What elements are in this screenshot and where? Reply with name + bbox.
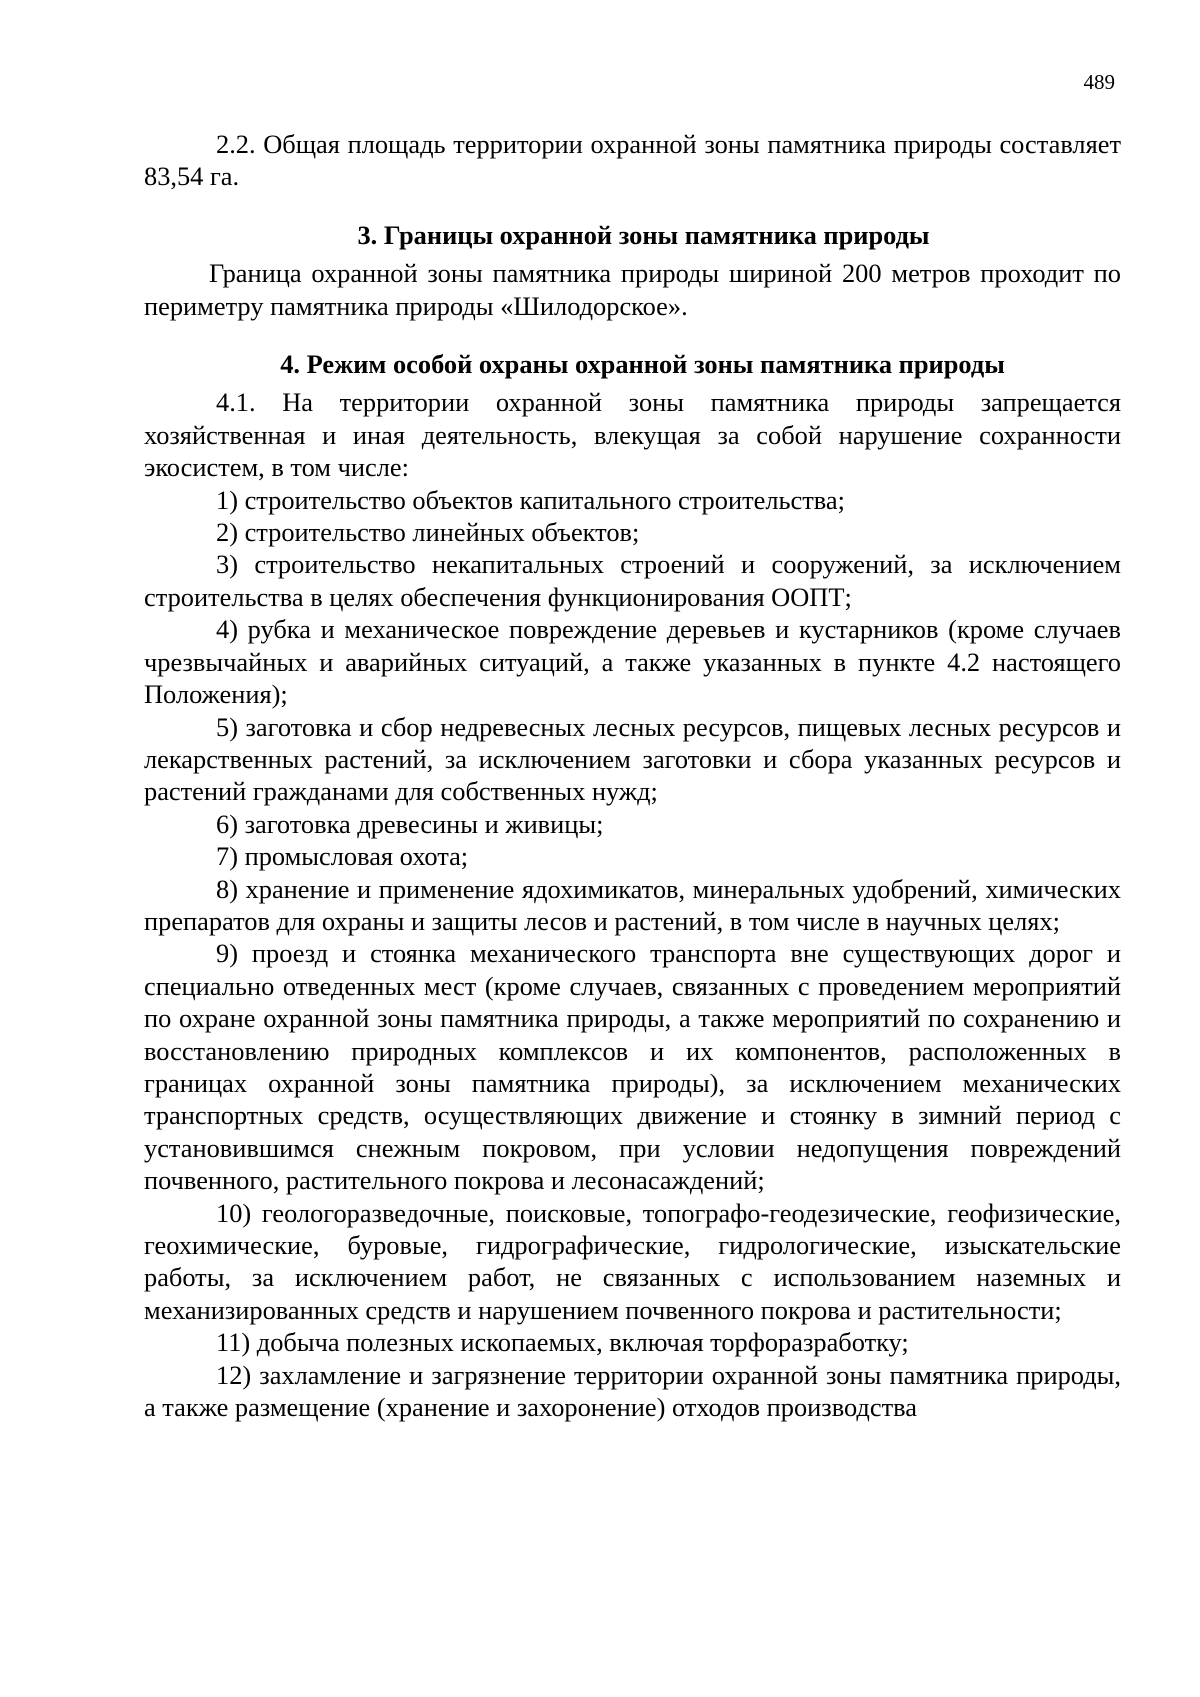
list-item-11: 11) добыча полезных ископаемых, включая торфоразработку; bbox=[216, 1327, 909, 1358]
section-heading-3: 3. Границы охранной зоны памятника природы bbox=[357, 219, 930, 250]
paragraph-3: Граница охранной зоны памятника природы шириной 200 метров проходит по периметру памятника природы «Шилодорское». bbox=[144, 258, 1121, 321]
list-item-7: 7) промысловая охота; bbox=[216, 841, 469, 872]
page-number: 489 bbox=[1083, 70, 1115, 94]
list-item-6: 6) заготовка древесины и живицы; bbox=[216, 808, 604, 839]
document-body bbox=[144, 128, 1121, 1423]
list-item-5: 5) заготовка и сбор недревесных лесных ресурсов, пищевых лесных ресурсов и лекарственных растений, за исключением заготовки и сбора указанных ресурсов и растений гражданами для собственных нужд; bbox=[144, 711, 1121, 807]
list-item-4: 4) рубка и механическое повреждение деревьев и кустарников (кроме случаев чрезвычайных и аварийных ситуаций, а также указанных в пункте 4.2 настоящего Положения); bbox=[144, 614, 1121, 710]
paragraph-4-1: 4.1. На территории охранной зоны памятника природы запрещается хозяйственная и иная деятельность, влекущая за собой нарушение сохранности экосистем, в том числе: bbox=[144, 387, 1121, 483]
list-item-3: 3) строительство некапитальных строений и сооружений, за исключением строительства в целях обеспечения функционирования ООПТ; bbox=[144, 549, 1121, 612]
list-item-8: 8) хранение и применение ядохимикатов, минеральных удобрений, химических препаратов для охраны и защиты лесов и растений, в том числе в научных целях; bbox=[144, 873, 1121, 936]
section-heading-4: 4. Режим особой охраны охранной зоны памятника природы bbox=[280, 349, 1005, 380]
list-item-2: 2) строительство линейных объектов; bbox=[216, 517, 640, 548]
list-item-12: 12) захламление и загрязнение территории охранной зоны памятника природы, а также размещение (хранение и захоронение) отходов производства bbox=[144, 1359, 1121, 1423]
list-item-1: 1) строительство объектов капитального строительства; bbox=[216, 484, 845, 515]
paragraph-2-2: 2.2. Общая площадь территории охранной зоны памятника природы составляет 83,54 га. bbox=[144, 129, 1121, 192]
list-item-10: 10) геологоразведочные, поисковые, топографо-геодезические, геофизические, геохимические, буровые, гидрографические, гидрологические, изыскательские работы, за исключением работ, не связанных с использованием наземных и механизированных средств и нарушением почвенного покрова и растительности; bbox=[144, 1197, 1121, 1325]
list-item-9: 9) проезд и стоянка механического транспорта вне существующих дорог и специально отведенных мест (кроме случаев, связанных с проведением мероприятий по охране охранной зоны памятника природы, а также мероприятий по сохранению и восстановлению природных комплексов и их компонентов, расположенных в границах охранной зоны памятника природы), за исключением механических транспортных средств, осуществляющих движение и стоянку в зимний период с установившимся снежным покровом, при условии недопущения повреждений почвенного, растительного покрова и лесонасаждений; bbox=[144, 938, 1121, 1196]
